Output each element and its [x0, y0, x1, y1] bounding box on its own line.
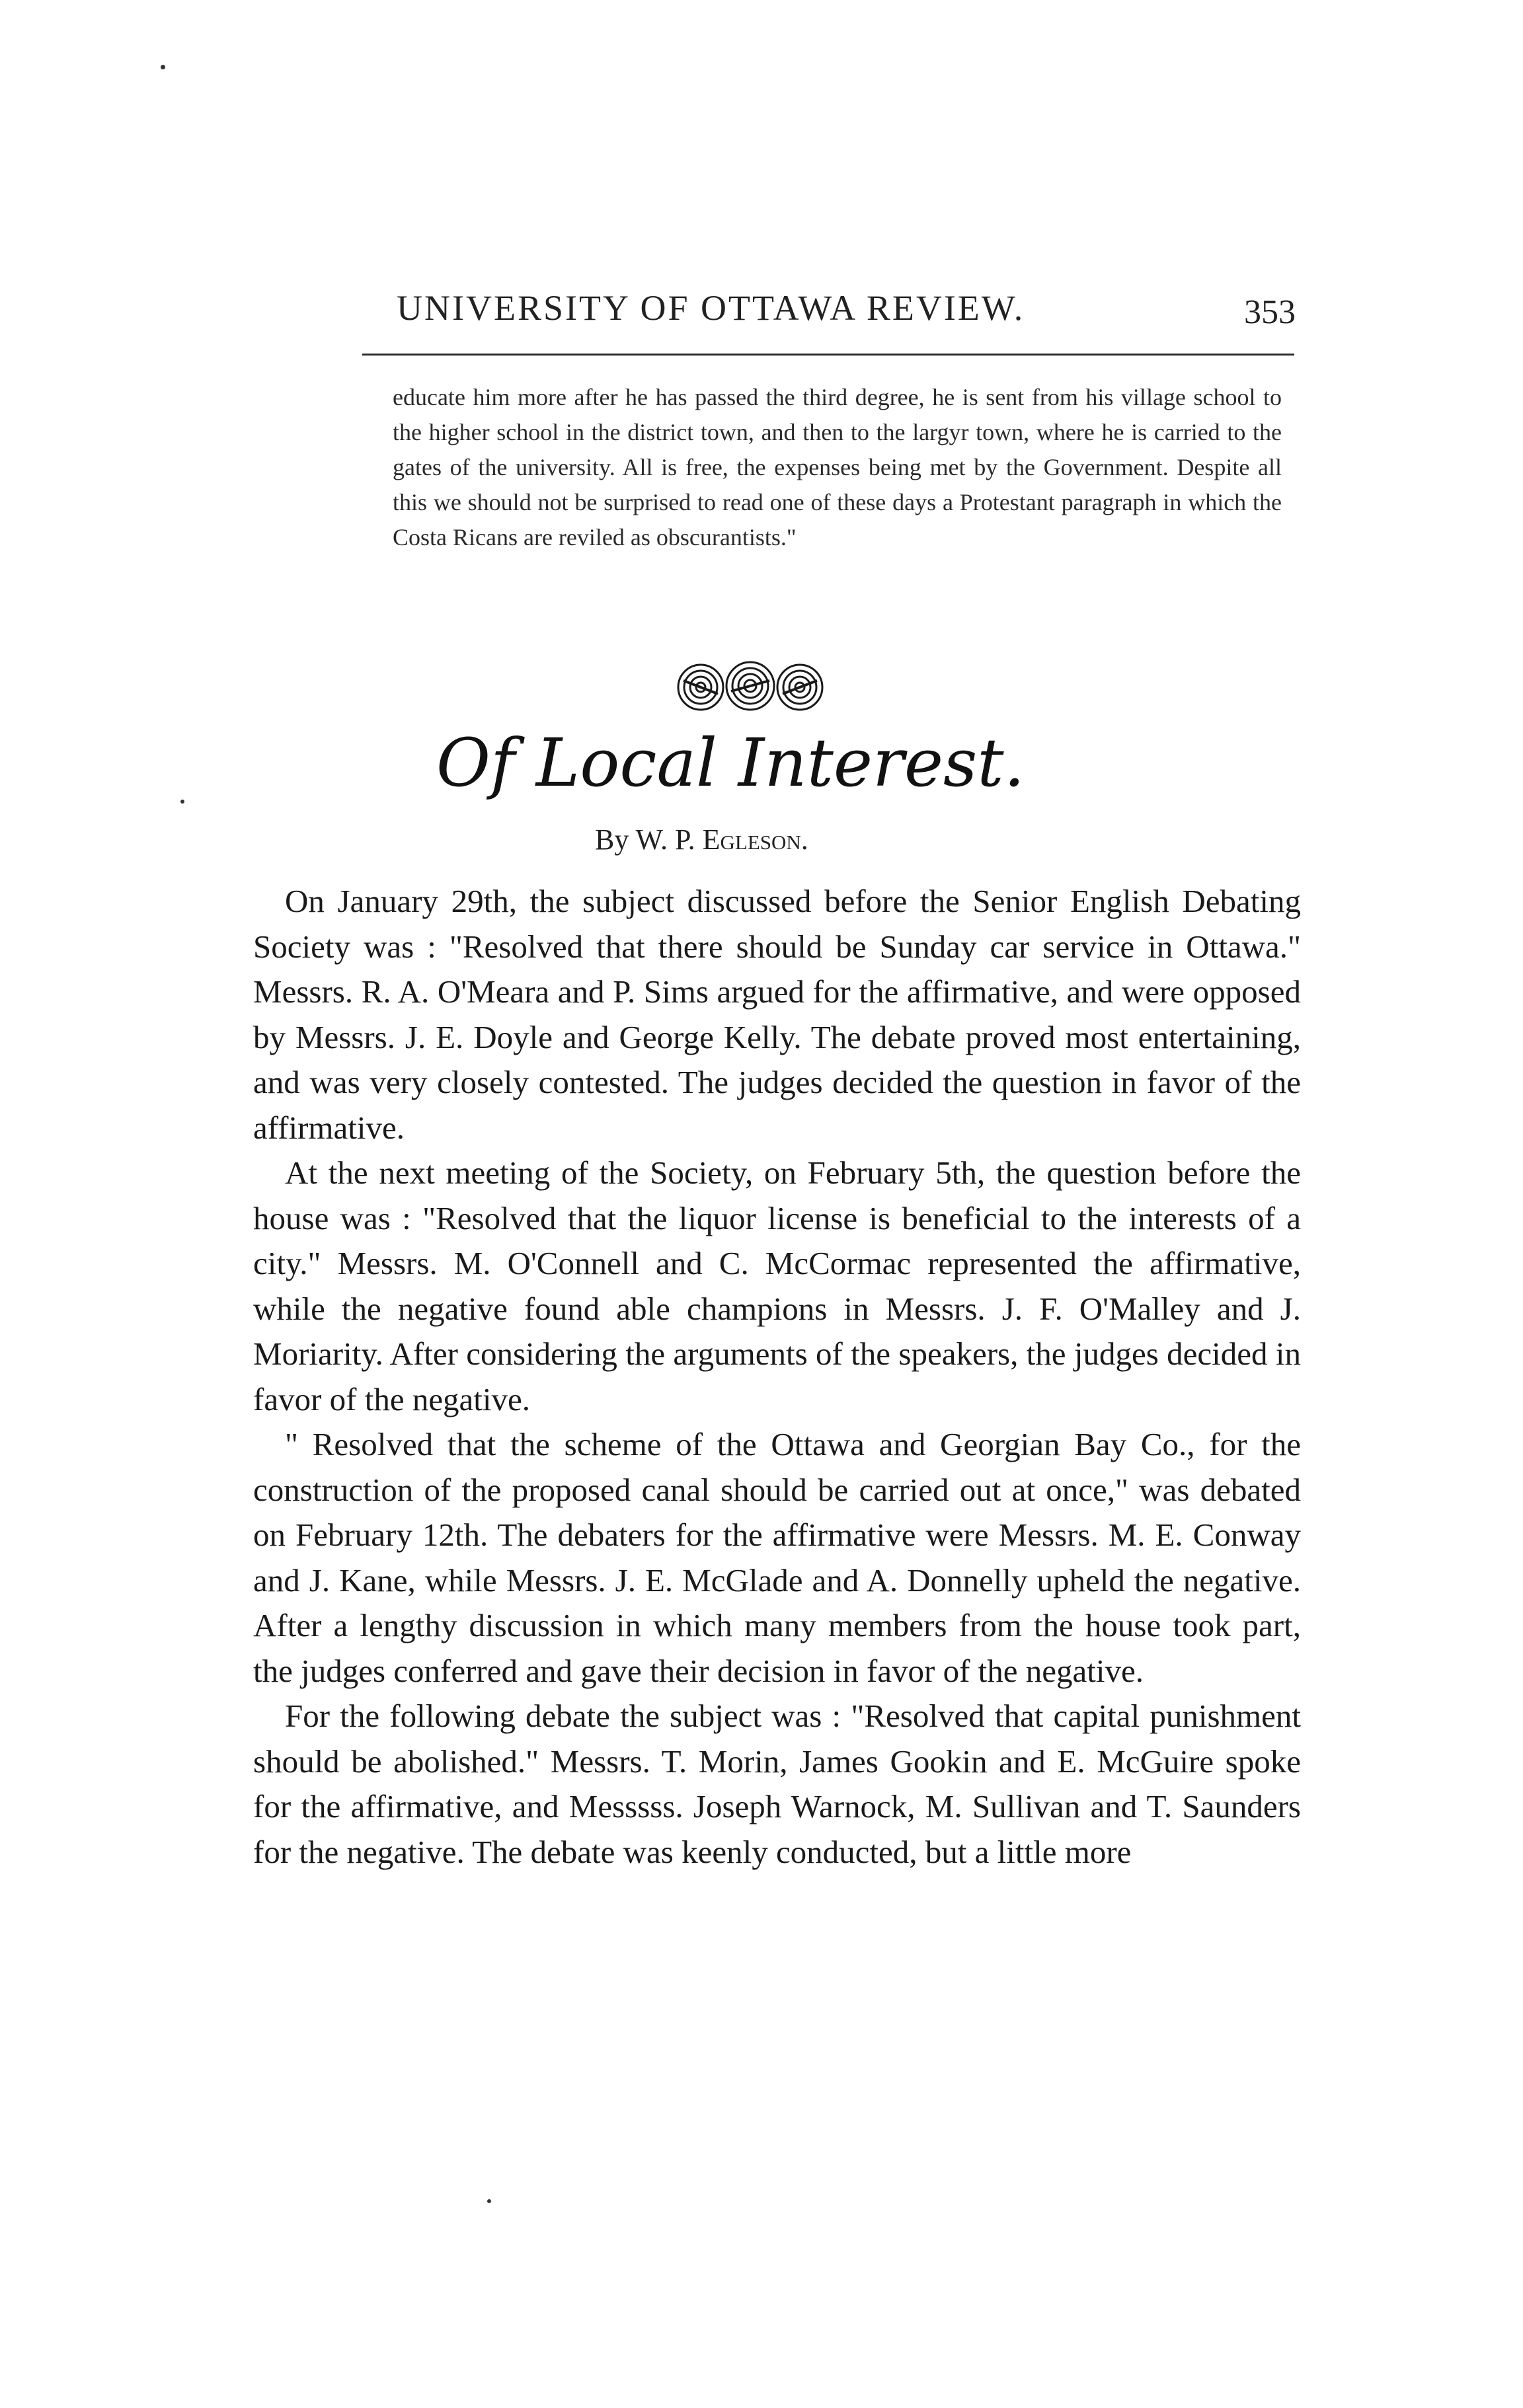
byline-author: Egleson.: [702, 823, 808, 856]
byline: [595, 823, 808, 856]
byline-prefix: By W. P.: [595, 823, 703, 856]
ink-speck: [161, 65, 165, 69]
article-body: [253, 879, 1301, 1875]
running-title: UNIVERSITY OF OTTAWA REVIEW.: [397, 288, 1025, 328]
ink-speck: [180, 800, 184, 804]
quoted-passage: [393, 380, 1282, 555]
header-rule: [362, 354, 1294, 356]
quoted-paragraph: educate him more after he has passed the third degree, he is sent from his village school to the higher school in the district town, and then to the largyr town, where he is carried to the gates of the university. All is free, the expenses being met by the Government. Despite all this we should not be surprised to read one of these days a Protestant paragraph in which the Costa Ricans are reviled as obscurantists.": [393, 384, 1282, 550]
article-title: Of Local Interest.: [436, 724, 1025, 802]
swirl-ornament-icon: [674, 661, 826, 714]
article-paragraph: At the next meeting of the Society, on February 5th, the question before the house was : "Resolved that the liquor license is beneficial to the interests of a city." Messrs. M. O'Connell and C. McCormac represented the affirmative, while the negative found able champions in Messrs. J. F. O'Malley and J. Moriarity. After considering the arguments of the speakers, the judges decided in favor of the negative.: [253, 1154, 1301, 1417]
article-paragraph: " Resolved that the scheme of the Ottawa and Georgian Bay Co., for the construction of the proposed canal should be carried out at once," was debated on February 12th. The debaters for the affirmative were Messrs. M. E. Conway and J. Kane, while Messrs. J. E. McGlade and A. Donnelly upheld the negative. After a lengthy discussion in which many members from the house took part, the judges conferred and gave their decision in favor of the negative.: [253, 1426, 1301, 1689]
article-paragraph: On January 29th, the subject discussed before the Senior English Debating Society was : "Resolved that there should be Sunday car service in Ottawa." Messrs. R. A. O'Meara and P. Sims argued for the affirmative, and were opposed by Messrs. J. E. Doyle and George Kelly. The debate proved most entertaining, and was very closely contested. The judges decided the question in favor of the affirmative.: [253, 883, 1301, 1146]
article-paragraph: For the following debate the subject was : "Resolved that capital punishment should be abolished." Messrs. T. Morin, James Gookin and E. McGuire spoke for the affirmative, and Messsss. Joseph Warnock, M. Sullivan and T. Saunders for the negative. The debate was keenly conducted, but a little more: [253, 1698, 1301, 1870]
running-head: [357, 287, 1296, 340]
page-number: 353: [1244, 293, 1296, 331]
ink-speck: [487, 2199, 491, 2203]
